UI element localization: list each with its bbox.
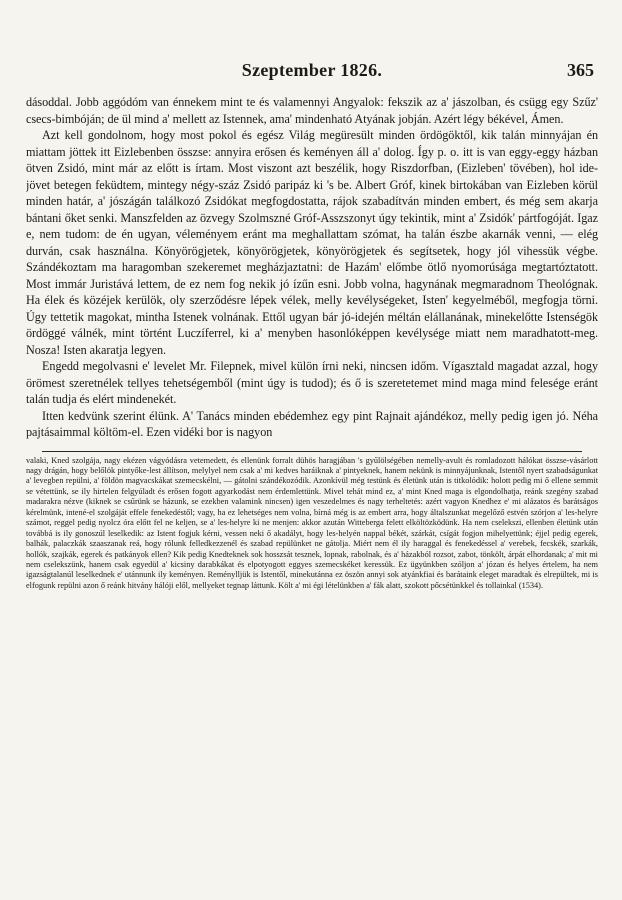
- page: [26, 58, 598, 888]
- footnote-divider: [42, 451, 582, 452]
- page-header: [26, 58, 598, 94]
- page-title: Szeptember 1826.: [241, 60, 383, 80]
- footnote-text: valaki, Kned szolgája, nagy ekézen vágyódásra vetemedett, és ellenünk forralt dühös haragjában 's gyűlölségében nemelly-avult és romladozott hálókat összse-vásárlott nagy drágán, hogy belőlök pintyőke-lest állítson, melylyel nem csak a' mi kedves haráiknak a' pintyeknek, hanem nekünk is minnyájunknak, Istentől nyert szabadságunkat a' levegben repülni, a' földön magvacskákat szemecskélni, — gátolni szándékozódik. Azonkívül még testünk és életünk után is titkolódik: holott pedig mi ő ellene semmit se vétettünk, se ily hirtelen felgyúladt és erősen fogott agyarkodást nem érdemlettünk. Mivel tehát mind ez, a' mint Kned maga is elgondolhatja, reánk szegény szabad madarakra nézve (kiknek se csűrünk se házunk, se ezekben valamink nincsen) igen veszedelmes és nagy terheltetés: azért vagyon Knedhez e' mi alázatos és barátságos kérelmünk, intené-el szolgáját effele fenekedéstől; vagy, ha ez lehetséges nem volna, bírná még is az embert arra, hogy általszunkat megelőző estvén szórjon a' les-helyre számot, reggel pedig nyolcz óra előtt fel ne keljen, se a' les-helyre ki ne menjen: akkor azután Wittebergа felett elköltözködünk. Ha nem cselekszi, ellenben életünk után továbbá is ily gonoszúl leselkedik: az Istent fogjuk kérni, vessen neki ő akadályt, hogy les-helyén nappal békét, szárkát, csígát fogjon mihelyettünk; éjjel pedig egerek, balhák, palaczkák szaaszanak reá, hogy rólunk felledkezzenél és szabad repülünket ne gátolja. Miért nem él ily haraggal és fenekedéssel a' verebek, fecskék, szarkák, hollók, szajkák, egerek és patkányok ellen? Kik pedig Knedteknek sok hosszsát tesznek, lopnak, rabolnak, és a' házakból rozsot, zabot, tönkölt, árpát elhordanak; a' mit mi nem cselekszünk, hanem csak egyedül a' kicsiny darabkákat és elpotyogott eggyes szemecskéket keressük. Ez ügyünkben szóljon a' józan és helyes értelem, ha nem igazságtalanúl leselkednek e' utánnunk ily keményen. Reménylljük is Istentől, minekutánna ez öszön annyi sok atyánkfiai és barátaink eleget maradtak és elrepültek, mi is elfogunk repülni azon ő reánk hitvány hálóji elől, mellyeket tegnap láttunk. Költ a' mi égi lételünkben a' fák alatt, szokott pőcsétünkkel és tollainkal (1534).: [26, 455, 598, 590]
- paragraph: Itten kedvünk szerint élünk. A' Tanács minden ebédemhez egy pint Rajnait ajándékoz, melly pedig igen jó. Néha pajtásaimmal költöm-el. Ezen vidéki bor is nagyon: [26, 408, 598, 439]
- paragraph: dásoddal. Jobb aggódóm van énnekem mint te és valamennyi Angyalok: fekszik az a' jászolban, és csügg egy Szűz' csecs-bimbóján; de ül mind a' mellett az Istennek, ama' mindenható Atyának jobján. Azért légy békével, Ámen.: [26, 95, 598, 126]
- paragraph: Azt kell gondolnom, hogy most pokol és egész Világ megüresült minden ördögöktől, kik talán minnyájan én miattam jöttek itt Eizlebenben összse: annyira erősen és keményen áll a' dolog. Így p. o. itt is van eggy-eggy házban ötven Zsidó, mint már az előtt is írtam. Most viszont azt beszélik, hogy Riszdorfban, (Eizleben' tövében), hol ide-jövet betegen feküdtem, mintegy négy-száz Zsidó paripáz ki 's be. Albert Gróf, kinek birtokában van Eizleben körül minden határ, a' jószágán találkozó Zsidókat megfogdostatta, rájok szabadítván minden embert, és még sem akarja bántani őket senki. Manszfelden az özvegy Szolmszné Gróf-Asszszonyt úgy tekintik, mint a' Zsidók' pártfogóját. Igaz e, nem tudom: de én ugyan, véleményem eránt ma meghallattam szómat, ha talán észbe akarnák venni, — elég durván, csak használna. Könyörögjetek, könyörögjetek, könyörögjetek és segítsetek, hogy jól vihessük végbe. Szándékoztam ma haragomban szekeremet megházjaztatni: de Hazám' előmbe ötlő nyomorúsága megtartóztatott. Most immár Juristává lettem, de ez nem fog nekik jó ízűn esni. Jobb volna, hagynának megmaradnom Theológnak. Ha élek és közéjek kerülök, oly szerződésre lépek vélek, melly kevélységeket, Isten' kegyelméből, megfogja törni. Úgy tettetik magokat, mintha Istenek volnának. Ettől ugyan bár jó-idején méltán elállanának, minekelőtte Istenségök ördöggé válnék, mint történt Luczíferrel, ki a' menyben hasonlóképpen kevélysége miatt nem maradhatott-meg. Nosza! Isten akaratja legyen.: [26, 128, 598, 357]
- main-text: [26, 94, 598, 441]
- paragraph: Engedd megolvasni e' levelet Mr. Filepnek, mivel külön írni neki, nincsen időm. Vígasztald magadat azzal, hogy örömest szeretnélek tellyes tehetségemből (mint úgy is tudod); és ő is szeretetemet mind maga mind felesége eránt talán tudja és elért mindenekét.: [26, 359, 598, 406]
- page-number: 365: [567, 60, 594, 80]
